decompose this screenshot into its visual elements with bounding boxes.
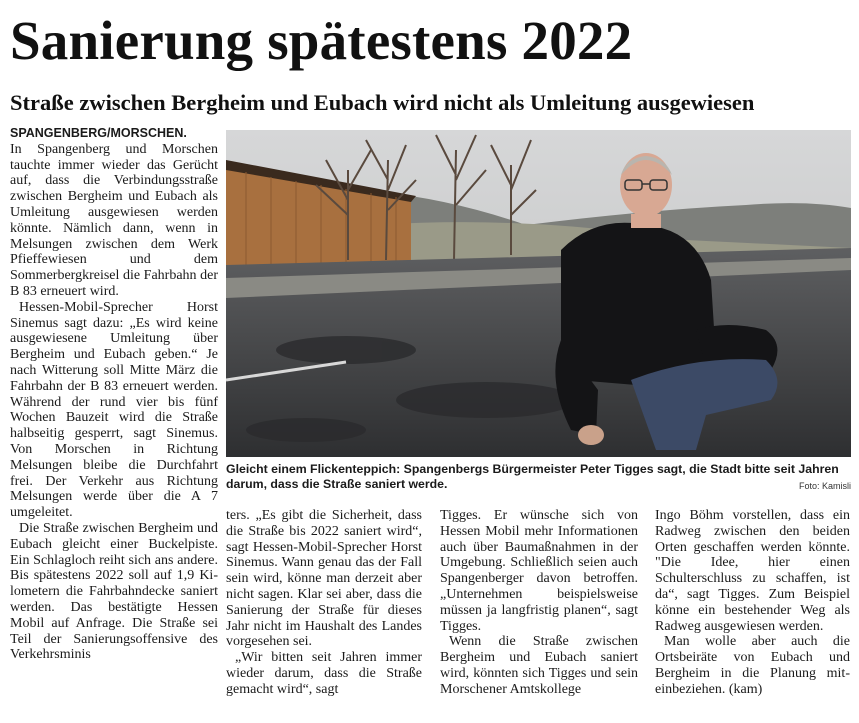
subheadline: Straße zwischen Bergheim und Eubach wird nicht als Umleitung ausgewiesen	[10, 90, 755, 115]
photo-credit: Foto: Kamisli	[798, 481, 851, 491]
article-column-4	[655, 508, 850, 698]
neck	[631, 214, 661, 228]
hand	[578, 425, 604, 445]
article-photo	[226, 130, 851, 457]
article-column-2	[226, 508, 422, 698]
face	[620, 153, 672, 217]
paragraph: Man wolle aber auch die Ortsbeiräte von Eubach und Bergheim in die Planung miteinbeziehen. (kam)	[655, 634, 850, 697]
paragraph: Tigges. Er wünsche sich von Hessen Mobil mehr Informationen auch über Baumaßnahmen in der Umgebung. Schließlich seien auch Spangenberger davon betroffen. „Unternehmen beispielsweise müssen ja langfristig planen“, sagt Tigges.	[440, 508, 638, 634]
dateline-paragraph	[10, 126, 218, 300]
paragraph: ters. „Es gibt die Sicherheit, dass die Straße bis 2022 saniert wird“, sagt Hessen-Mobil-Sprecher Horst Sinemus. Wann genau das der Fall sein wird, könne man derzeit aber nicht sagen. Klar sei aber, dass die Sanierung der Straße für dieses Jahr nicht im Haushalt des Landes vorgesehen sei.	[226, 508, 422, 650]
article-column-1	[10, 126, 218, 663]
paragraph: Hessen-Mobil-Sprecher Horst Sinemus sagt dazu: „Es wird keine ausgewiesene Umleitung über Bergheim und Eubach geben.“ Je nach Witterung soll Mitte März die Fahrbahn der B 83 erneuert werden. Während der rund vier bis fünf Wochen Bauzeit wird die Straße halbseitig gesperrt, sagt Sinemus. Von Morschen in Richtung Melsungen bleibe die Durchfahrt frei. Der Verkehr aus Richtung Melsungen werde über die A 7 umgeleitet.	[10, 299, 218, 521]
article-column-3	[440, 508, 638, 698]
photo-caption: Gleicht einem Flickenteppich: Spangenbergs Bürgermeister Peter Tigges sagt, die Stadt bitte seit Jahren darum, dass die Straße saniert werde.	[226, 462, 839, 491]
dateline: SPANGENBERG/MORSCHEN.	[10, 126, 187, 140]
paragraph: In Spangenberg und Morschen tauchte immer wieder das Gerücht auf, dass die Verbindungsstraße zwischen Bergheim und Eubach als Umleitung ausgewiesen werden könnte. Nämlich dann, wenn in Melsungen zwischen dem Werk Pfieffewiesen und dem Sommerbergkreisel die Fahrbahn der B 83 erneuert wird.	[10, 141, 218, 299]
paragraph: Die Straße zwischen Bergheim und Eubach gleicht einer Buckelpiste. Ein Schlagloch reiht sich ans andere. Bis spätestens 2022 soll auf 1,9 Kilometern die Fahrbahndecke saniert werden. Das bestätigte Hessen Mobil auf Anfrage. Die Straße sei Teil der Sanierungsoffensive des Verkehrsminis	[10, 520, 218, 663]
paragraph: „Wir bitten seit Jahren immer wieder darum, dass die Straße gemacht wird“, sagt	[226, 650, 422, 697]
headline: Sanierung spätestens 2022	[10, 10, 633, 71]
paragraph: Ingo Böhm vorstellen, dass ein Radweg zwischen den beiden Orten geschaffen werden könnte. "Die Idee, hier einen Schulterschluss zu schaffen, ist da“, sagt Tigges. Zum Beispiel könne ein bestehender Weg als Radweg ausgewiesen werden.	[655, 508, 850, 634]
photo-illustration	[226, 130, 851, 457]
paragraph: Wenn die Straße zwischen Bergheim und Eubach saniert wird, könnten sich Tigges und sein Morschener Amtskollege	[440, 634, 638, 697]
